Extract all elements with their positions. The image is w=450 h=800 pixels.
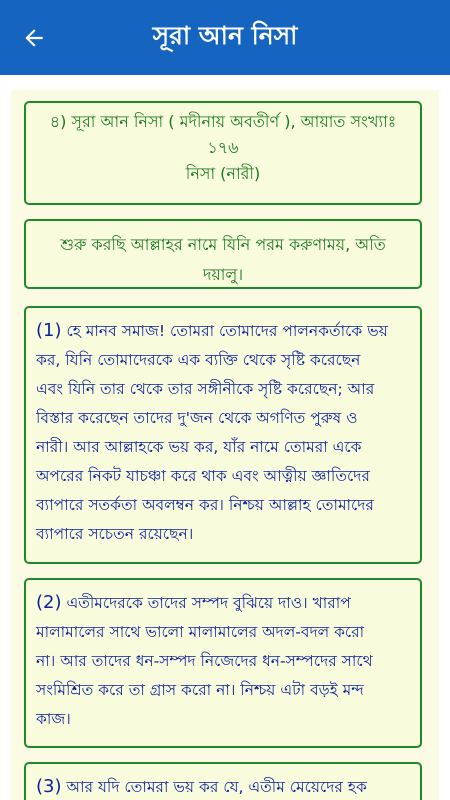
verse-card-2[interactable] xyxy=(24,578,422,748)
verse-line: না। আর তাদের ধন-সম্পদ নিজেদের ধন-সম্পদের সাথে xyxy=(36,652,373,670)
verse-line: অপরের নিকট যাচঞ্চা করে থাক এবং আত্নীয় জ্ঞাতিদের xyxy=(36,467,370,485)
page-title: সূরা আন নিসা xyxy=(152,21,298,50)
surah-info-card xyxy=(24,101,422,205)
verse-line: সংমিশ্রিত করে তা গ্রাস করো না। নিশ্চয় এটা বড়ই মন্দ xyxy=(36,681,364,699)
app-bar xyxy=(0,0,450,75)
verse-number: (3) xyxy=(36,776,62,797)
verse-line: কাজ। xyxy=(36,710,71,728)
content-panel xyxy=(11,90,439,800)
verse-number: (2) xyxy=(36,592,62,613)
ayah-count: ১৭৬ xyxy=(207,138,239,157)
verse-line: নারী। আর আল্লাহকে ভয় কর, যাঁর নামে তোমরা একে xyxy=(36,438,362,456)
verse-card-3[interactable] xyxy=(24,762,422,800)
surah-info-line: ৪) সূরা আন নিসা ( মদীনায় অবতীর্ণ ), আয়াত সংখ্যাঃ xyxy=(49,112,397,131)
verse-line: মালামালের সাথে ভালো মালামালের অদল-বদল করো xyxy=(36,623,365,641)
verse-card-1[interactable] xyxy=(24,306,422,564)
verse-line: এবং যিনি তার থেকে তার সঙ্গীনীকে সৃষ্টি করেছেন; আর xyxy=(36,380,375,398)
verse-number: (1) xyxy=(36,320,62,341)
verse-line: বিস্তার করেছেন তাদের দু'জন থেকে অগণিত পুরুষ ও xyxy=(36,409,358,427)
bismillah-line: দয়ালু। xyxy=(202,265,244,284)
verse-line: (3) আর যদি তোমরা ভয় কর যে, এতীম মেয়েদের হক xyxy=(36,776,367,797)
verse-line: ব্যাপারে সচেতন রয়েছেন। xyxy=(36,525,194,543)
verse-line: কর, যিনি তোমাদেরকে এক ব্যক্তি থেকে সৃষ্টি করেছেন xyxy=(36,351,361,369)
surah-meaning: নিসা (নারী) xyxy=(185,164,261,183)
content-area[interactable] xyxy=(0,75,450,800)
bismillah-line: শুরু করছি আল্লাহর নামে যিনি পরম করুণাময়, অতি xyxy=(60,235,386,254)
verse-line: (2) এতীমদেরকে তাদের সম্পদ বুঝিয়ে দাও। খারাপ xyxy=(36,592,351,613)
bismillah-card xyxy=(24,219,422,289)
verse-line: ব্যাপারে সতর্কতা অবলম্বন কর। নিশ্চয় আল্লাহ তোমাদের xyxy=(36,496,374,514)
verse-line: (1) হে মানব সমাজ! তোমরা তোমাদের পালনকর্তাকে ভয় xyxy=(36,320,388,341)
